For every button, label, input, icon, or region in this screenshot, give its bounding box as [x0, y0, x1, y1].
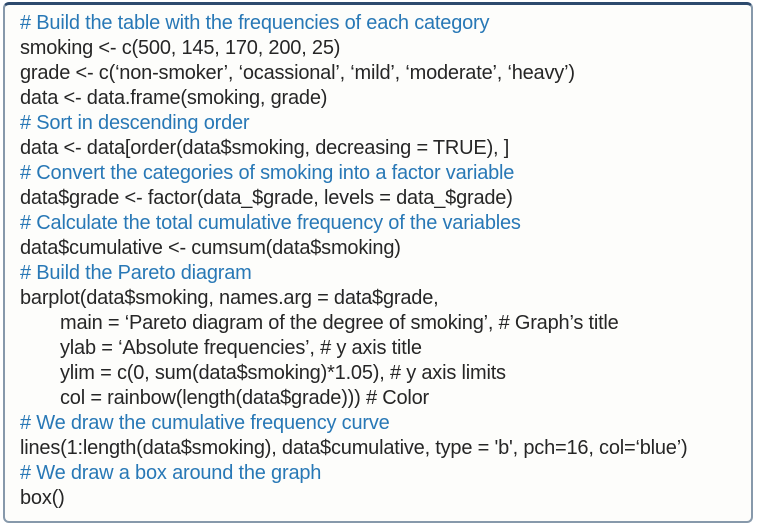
- code-line: data$grade <- factor(data_$grade, levels = data_$grade): [20, 187, 513, 209]
- code-line: data <- data[order(data$smoking, decreasing = TRUE), ]: [20, 137, 510, 159]
- code-line: data$cumulative <- cumsum(data$smoking): [20, 237, 401, 259]
- code-line: data <- data.frame(smoking, grade): [20, 87, 328, 109]
- code-comment-line: # Build the table with the frequencies of each category: [20, 12, 490, 34]
- code-line: main = ‘Pareto diagram of the degree of smoking’, # Graph’s title: [60, 312, 619, 334]
- code-line: barplot(data$smoking, names.arg = data$grade,: [20, 287, 439, 309]
- code-line: ylab = ‘Absolute frequencies’, # y axis title: [60, 337, 422, 359]
- code-comment-line: # We draw the cumulative frequency curve: [20, 412, 390, 434]
- code-line: grade <- c(‘non-smoker’, ‘ocassional’, ‘mild’, ‘moderate’, ‘heavy’): [20, 62, 575, 84]
- code-line: box(): [20, 487, 65, 509]
- code-line: col = rainbow(length(data$grade))) # Color: [60, 387, 430, 409]
- code-snippet-box: [3, 2, 753, 523]
- code-comment-line: # We draw a box around the graph: [20, 462, 322, 484]
- code-comment-line: # Sort in descending order: [20, 112, 250, 134]
- code-comment-line: # Calculate the total cumulative frequency of the variables: [20, 212, 521, 234]
- code-line: lines(1:length(data$smoking), data$cumulative, type = 'b', pch=16, col=‘blue’): [20, 437, 688, 459]
- code-comment-line: # Build the Pareto diagram: [20, 262, 252, 284]
- code-line: smoking <- c(500, 145, 170, 200, 25): [20, 37, 341, 59]
- code-comment-line: # Convert the categories of smoking into a factor variable: [20, 162, 515, 184]
- code-line: ylim = c(0, sum(data$smoking)*1.05), # y axis limits: [60, 362, 506, 384]
